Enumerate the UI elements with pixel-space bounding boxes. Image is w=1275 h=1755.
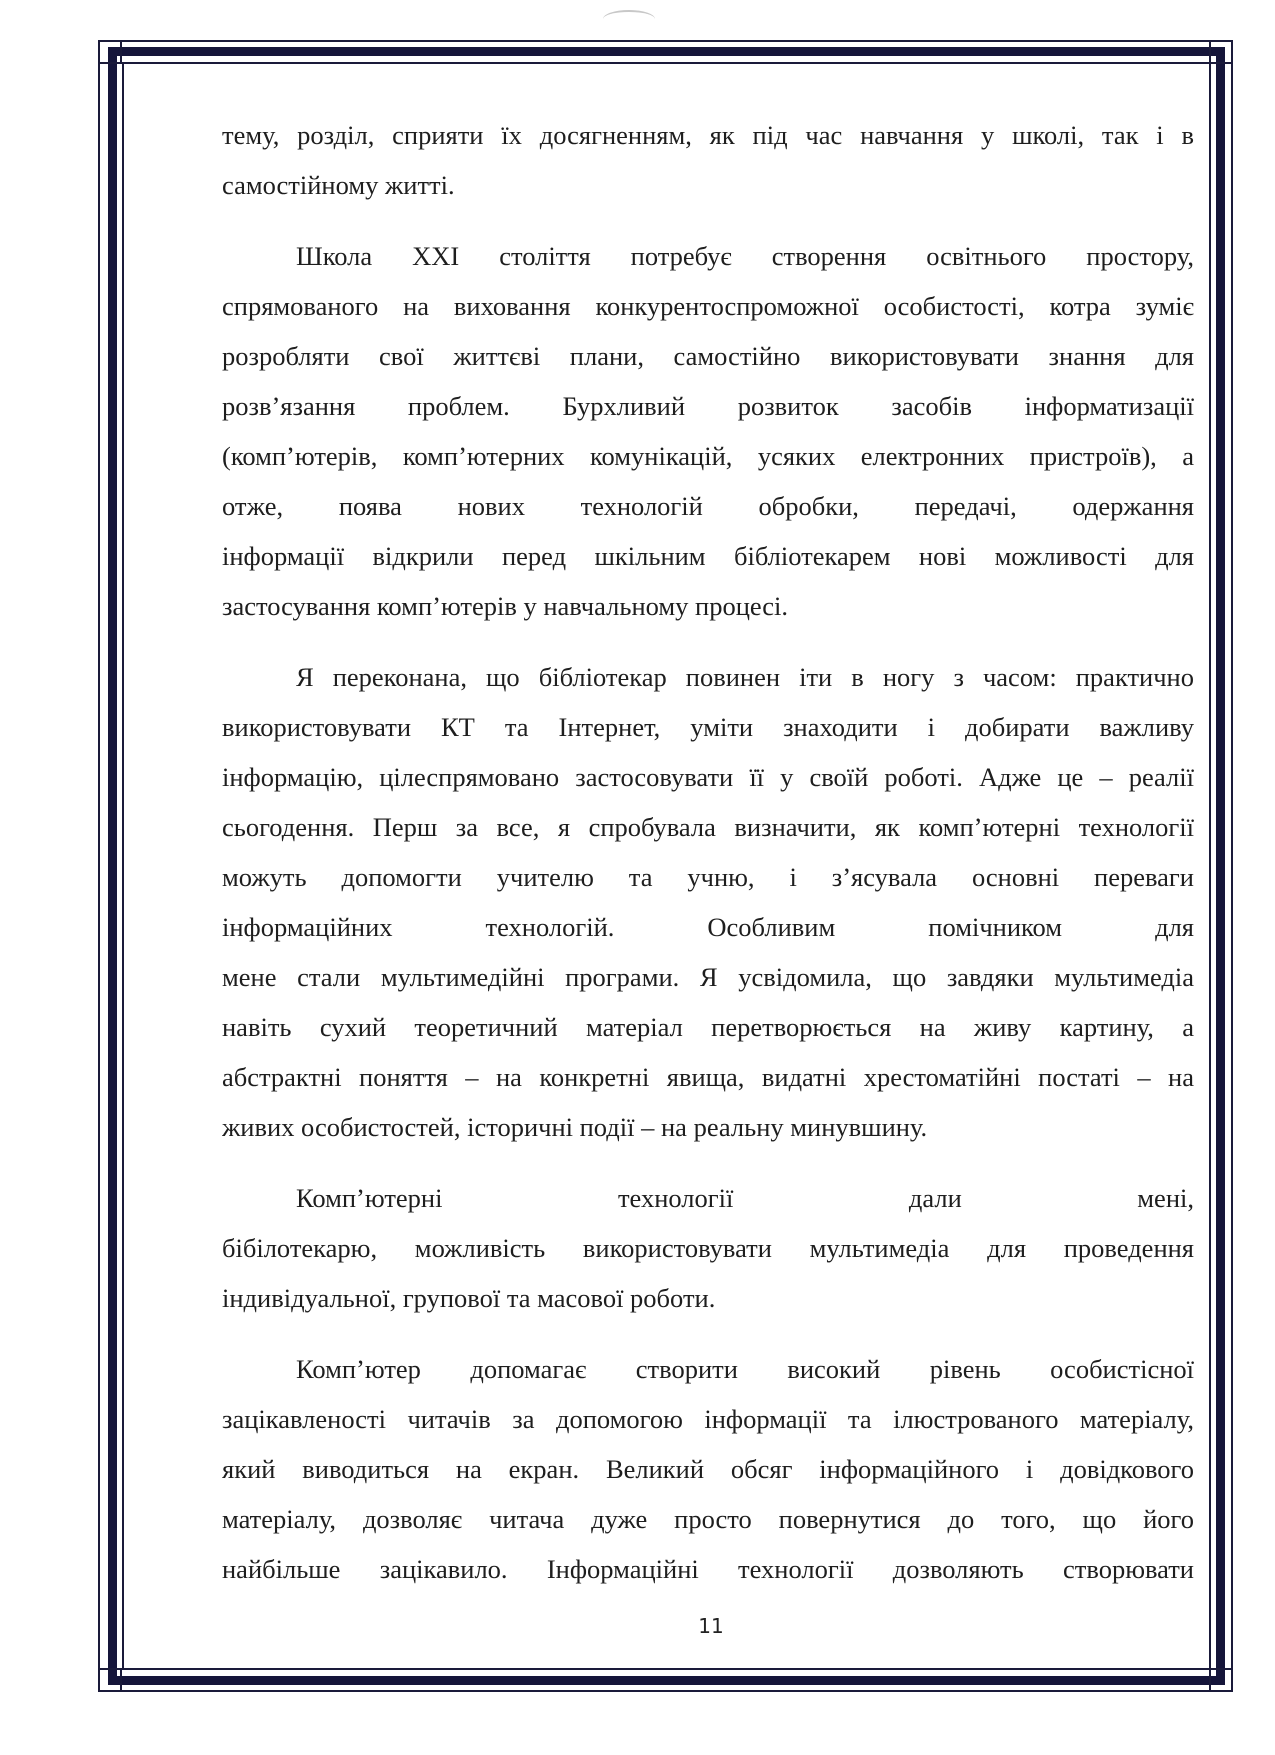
text-line: сьогодення. Перш за все, я спробувала визначити, як комп’ютерні технології (222, 812, 1194, 842)
border-corner-top-right (1209, 40, 1233, 64)
text-line: самостійному житті. (222, 170, 455, 200)
paragraph (222, 231, 1194, 631)
text-line: Комп’ютер допомагає створити високий рівень особистісної (296, 1354, 1194, 1384)
border-corner-top-left (98, 40, 122, 64)
text-line: інформаційних технологій. Особливим помічником для (222, 912, 1194, 942)
text-line: індивідуальної, групової та масової роботи. (222, 1283, 716, 1313)
scan-artifact-mark (603, 10, 655, 28)
paragraph (222, 1173, 1194, 1323)
paragraph (222, 110, 1194, 210)
document-body (222, 110, 1194, 1615)
text-line: який виводиться на екран. Великий обсяг інформаційного і довідкового (222, 1454, 1194, 1484)
paragraph (222, 652, 1194, 1152)
border-corner-bottom-right (1209, 1668, 1233, 1692)
paragraph (222, 1344, 1194, 1594)
text-line: (комп’ютерів, комп’ютерних комунікацій, усяких електронних пристроїв), а (222, 441, 1194, 471)
text-line: Школа XXI століття потребує створення освітнього простору, (296, 241, 1194, 271)
text-line: розв’язання проблем. Бурхливий розвиток засобів інформатизації (222, 391, 1194, 421)
text-line: абстрактні поняття – на конкретні явища, видатні хрестоматійні постаті – на (222, 1062, 1194, 1092)
text-line: навіть сухий теоретичний матеріал перетворюється на живу картину, а (222, 1012, 1194, 1042)
text-line: зацікавленості читачів за допомогою інформації та ілюстрованого матеріалу, (222, 1404, 1194, 1434)
page-number: 11 (698, 1614, 724, 1638)
text-line: розробляти свої життєві плани, самостійно використовувати знання для (222, 341, 1194, 371)
text-line: спрямованого на виховання конкурентоспроможної особистості, котра зуміє (222, 291, 1194, 321)
text-line: можуть допомогти учителю та учню, і з’ясувала основні переваги (222, 862, 1194, 892)
text-line: інформацію, цілеспрямовано застосовувати її у своїй роботі. Адже це – реалії (222, 762, 1194, 792)
text-line: Комп’ютерні технології дали мені, (296, 1183, 1194, 1213)
text-line: бібілотекарю, можливість використовувати мультимедіа для проведення (222, 1233, 1194, 1263)
text-line: матеріалу, дозволяє читача дуже просто повернутися до того, що його (222, 1504, 1194, 1534)
text-line: найбільше зацікавило. Інформаційні технології дозволяють створювати (222, 1554, 1194, 1584)
text-line: мене стали мультимедійні програми. Я усвідомила, що завдяки мультимедіа (222, 962, 1194, 992)
text-line: Я переконана, що бібліотекар повинен іти в ногу з часом: практично (296, 662, 1194, 692)
text-line: використовувати КТ та Інтернет, уміти знаходити і добирати важливу (222, 712, 1194, 742)
text-line: застосування комп’ютерів у навчальному процесі. (222, 591, 789, 621)
text-line: отже, поява нових технологій обробки, передачі, одержання (222, 491, 1194, 521)
text-line: живих особистостей, історичні події – на реальну минувшину. (222, 1112, 928, 1142)
border-corner-bottom-left (98, 1668, 122, 1692)
text-line: тему, розділ, сприяти їх досягненням, як під час навчання у школі, так і в (222, 120, 1194, 150)
text-line: інформації відкрили перед шкільним бібліотекарем нові можливості для (222, 541, 1194, 571)
